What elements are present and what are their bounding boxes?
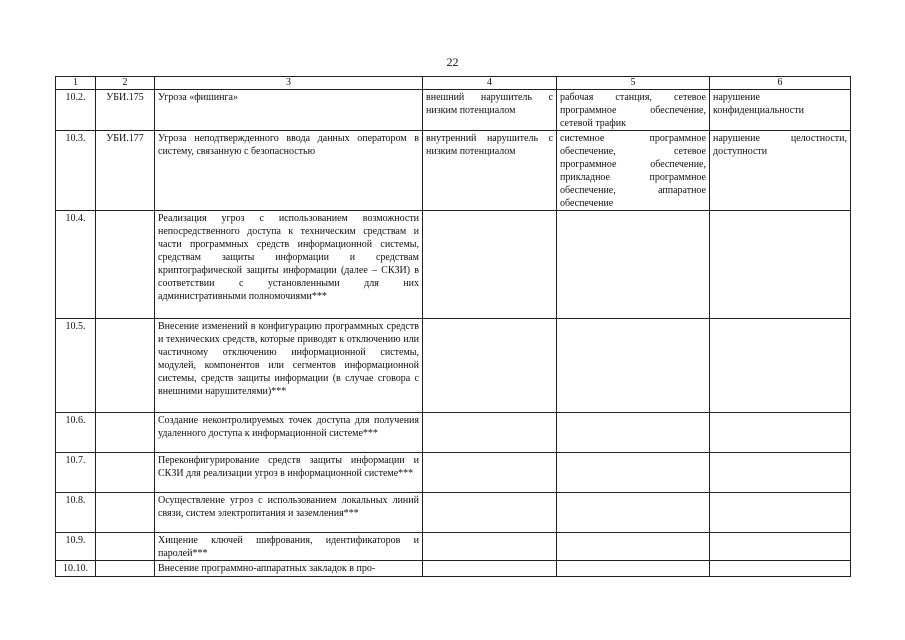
violator-type [423, 453, 557, 493]
header-row [56, 77, 851, 90]
violator-type [423, 319, 557, 413]
consequence: нарушение конфиденциальности [710, 90, 851, 131]
row-number: 10.9. [56, 533, 96, 561]
threat-code [96, 453, 155, 493]
threat-code [96, 413, 155, 453]
impact-object [557, 211, 710, 319]
violator-type [423, 533, 557, 561]
consequence [710, 493, 851, 533]
impact-object [557, 413, 710, 453]
threat-code [96, 493, 155, 533]
impact-object [557, 319, 710, 413]
row-number: 10.6. [56, 413, 96, 453]
row-number: 10.3. [56, 131, 96, 211]
impact-object [557, 453, 710, 493]
threats-table [55, 76, 851, 577]
impact-object: системное программное обеспечение, сетевое программное обеспечение, прикладное программное обеспечение, аппаратное обеспечение [557, 131, 710, 211]
row-number: 10.5. [56, 319, 96, 413]
row-number: 10.4. [56, 211, 96, 319]
row-number: 10.8. [56, 493, 96, 533]
page-number: 22 [446, 55, 459, 69]
threat-code [96, 211, 155, 319]
threat-description: Угроза «фишинга» [155, 90, 423, 131]
column-header: 1 [56, 77, 96, 90]
threat-description: Хищение ключей шифрования, идентификаторов и паролей*** [155, 533, 423, 561]
table-row [56, 453, 851, 493]
column-header: 3 [155, 77, 423, 90]
table-row [56, 211, 851, 319]
violator-type: внешний нарушитель с низким потенциалом [423, 90, 557, 131]
table-row [56, 493, 851, 533]
violator-type [423, 211, 557, 319]
consequence [710, 319, 851, 413]
consequence: нарушение целостности, доступности [710, 131, 851, 211]
threat-code: УБИ.175 [96, 90, 155, 131]
threat-description: Переконфигурирование средств защиты информации и СКЗИ для реализации угроз в информационной системе*** [155, 453, 423, 493]
column-header: 6 [710, 77, 851, 90]
threat-code [96, 561, 155, 577]
impact-object [557, 533, 710, 561]
column-header: 5 [557, 77, 710, 90]
threat-description: Осуществление угроз с использованием локальных линий связи, систем электропитания и заземления*** [155, 493, 423, 533]
column-header: 2 [96, 77, 155, 90]
threat-description: Внесение изменений в конфигурацию программных средств и технических средств, которые приводят к отключению или частичному отключению информационной системы, модулей, компонентов или сегментов информационной системы, средств защиты информации (в случае сговора с внешними нарушителями)*** [155, 319, 423, 413]
table-row [56, 319, 851, 413]
threat-description: Реализация угроз с использованием возможности непосредственного доступа к техническим средствам и части программных средств информационной системы, средствам защиты информации и средствам криптографической защиты информации (далее – СКЗИ) в соответствии с установленными для них административными полномочиями*** [155, 211, 423, 319]
threat-code [96, 319, 155, 413]
violator-type [423, 413, 557, 453]
column-header: 4 [423, 77, 557, 90]
impact-object: рабочая станция, сетевое программное обеспечение, сетевой трафик [557, 90, 710, 131]
consequence [710, 453, 851, 493]
table-row [56, 131, 851, 211]
consequence [710, 533, 851, 561]
threat-description: Внесение программно-аппаратных закладок в про- [155, 561, 423, 577]
row-number: 10.2. [56, 90, 96, 131]
violator-type [423, 561, 557, 577]
table-row [56, 413, 851, 453]
impact-object [557, 561, 710, 577]
impact-object [557, 493, 710, 533]
row-number: 10.10. [56, 561, 96, 577]
consequence [710, 211, 851, 319]
consequence [710, 413, 851, 453]
table-row [56, 533, 851, 561]
table-row [56, 561, 851, 577]
consequence [710, 561, 851, 577]
row-number: 10.7. [56, 453, 96, 493]
threat-code: УБИ.177 [96, 131, 155, 211]
table-row [56, 90, 851, 131]
threat-description: Создание неконтролируемых точек доступа для получения удаленного доступа к информационной системе*** [155, 413, 423, 453]
violator-type [423, 493, 557, 533]
threat-description: Угроза неподтвержденного ввода данных оператором в систему, связанную с безопасностью [155, 131, 423, 211]
threat-code [96, 533, 155, 561]
violator-type: внутренний нарушитель с низким потенциалом [423, 131, 557, 211]
